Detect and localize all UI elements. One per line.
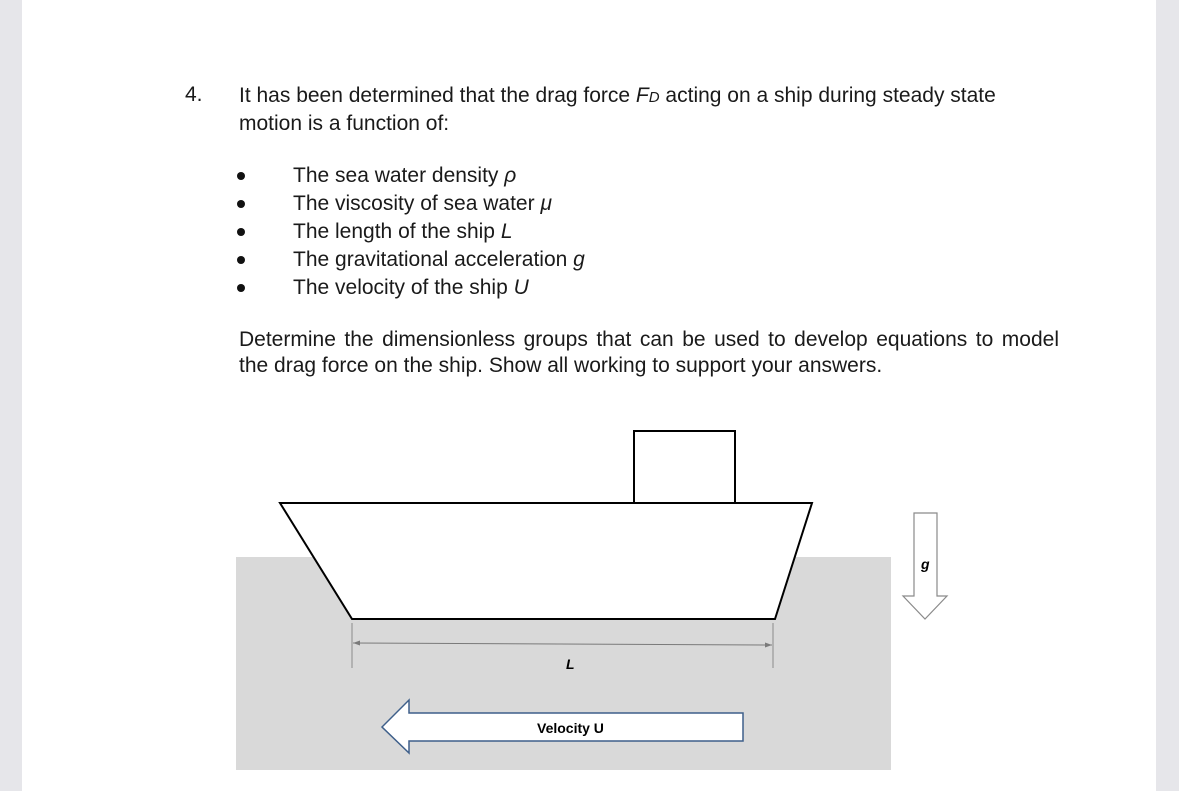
variable-symbol: U [513,276,529,299]
gravity-arrow [903,513,947,619]
velocity-label: Velocity U [537,720,604,736]
ship-cabin [634,431,735,503]
variable-text: The length of the ship L [293,220,513,243]
ship-hull [280,503,812,619]
variable-text: The viscosity of sea water μ [293,192,552,215]
variable-symbol: ρ [504,164,517,187]
question-number: 4. [185,83,203,106]
intro-text-start: It has been determined that the drag force [239,84,636,107]
gravity-label: g [921,556,930,572]
variable-symbol: μ [540,192,552,215]
variable-text: The velocity of the ship U [293,276,529,299]
length-label: L [566,656,575,672]
task-instructions: Determine the dimensionless groups that can be used to develop equations to model the drag force on the ship. Show all working to support your answers. [239,328,1059,377]
variable-text: The sea water density ρ [293,164,517,187]
variable-text: The gravitational acceleration g [293,248,585,271]
force-subscript: D [648,89,660,106]
intro-text-end: acting on a ship during steady state motion is a function of: [239,84,996,135]
variable-symbol: g [573,248,585,271]
force-symbol: F [635,84,649,107]
variable-symbol: L [500,220,513,243]
